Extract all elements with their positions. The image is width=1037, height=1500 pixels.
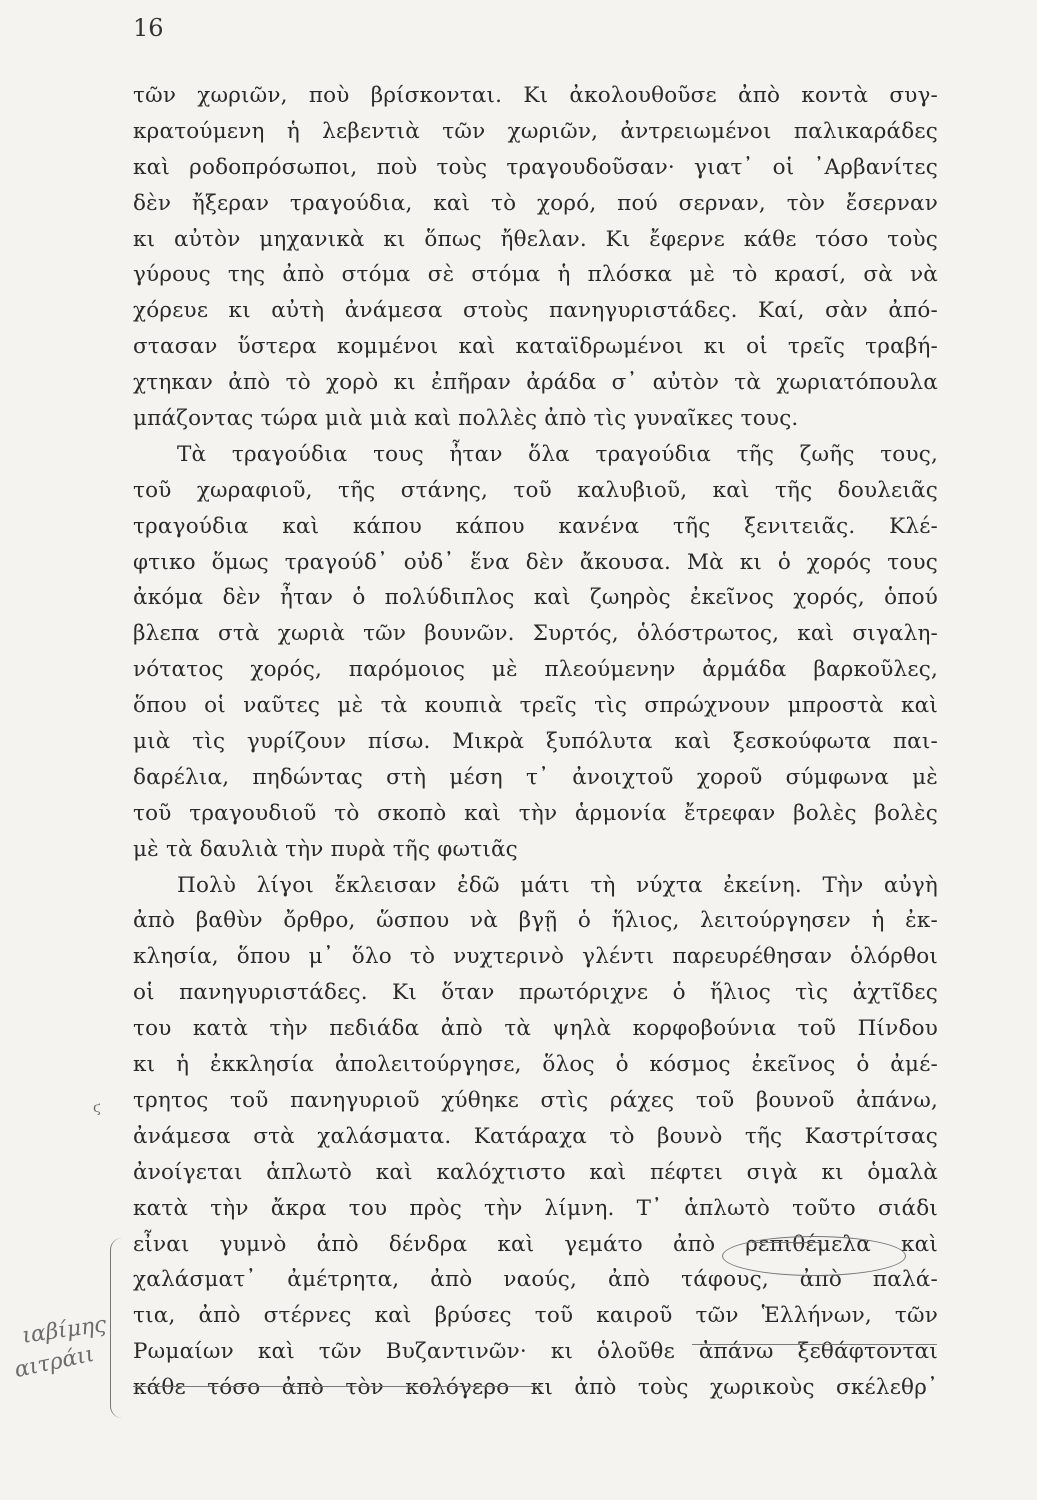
text-line: κρατούμενη ἡ λεβεντιὰ τῶν χωριῶν, ἀντρειωμένοι παλικαράδες	[133, 118, 938, 144]
text-line: χαλάσματ᾽ ἀμέτρητα, ἀπὸ ναούς, ἀπὸ τάφους, ἀπὸ παλά-	[133, 1267, 938, 1293]
text-line: μπάζοντας τώρα μιὰ μιὰ καὶ πολλὲς ἀπὸ τὶς γυναῖκες τους.	[133, 406, 799, 432]
text-line: χτηκαν ἀπὸ τὸ χορὸ κι ἐπῆραν ἀράδα σ᾽ αὐτὸν τὰ χωριατόπουλα	[133, 370, 938, 396]
text-line: ἀνοίγεται ἁπλωτὸ καὶ καλόχτιστο καὶ πέφτει σιγὰ κι ὁμαλὰ	[133, 1159, 938, 1185]
text-line: κλησία, ὅπου μ᾽ ὅλο τὸ νυχτερινὸ γλέντι παρευρέθησαν ὁλόρθοι	[133, 944, 938, 970]
margin-note-line: ιαβίμης	[20, 1312, 108, 1349]
pencil-underline	[133, 1386, 543, 1387]
text-line: του κατὰ τὴν πεδιάδα ἀπὸ τὰ ψηλὰ κορφοβούνια τοῦ Πίνδου	[133, 1016, 938, 1042]
text-line: τραγούδια καὶ κάπου κάπου κανένα τῆς ξενιτειᾶς. Κλέ-	[133, 513, 938, 539]
text-line: νότατος χορός, παρόμοιος μὲ πλεούμενην ἀρμάδα βαρκοῦλες,	[133, 657, 938, 683]
text-line: γύρους της ἀπὸ στόμα σὲ στόμα ἡ πλόσκα μὲ τὸ κρασί, σὰ νὰ	[133, 262, 938, 288]
text-line: καὶ ροδοπρόσωποι, ποὺ τοὺς τραγουδοῦσαν· γιατ᾽ οἱ ᾽Αρβανίτες	[133, 154, 938, 180]
margin-mark: ϛ	[93, 1100, 101, 1116]
text-line: ὅπου οἱ ναῦτες μὲ τὰ κουπιὰ τρεῖς τὶς σπρώχνουν μπροστὰ καὶ	[133, 693, 938, 719]
margin-note-line: αιτράιι	[12, 1341, 97, 1384]
text-line: εἶναι γυμνὸ ἀπὸ δένδρα καὶ γεμάτο ἀπὸ ρεπιθέμελα καὶ	[133, 1231, 938, 1257]
text-line: κι ἡ ἐκκλησία ἀπολειτούργησε, ὅλος ὁ κόσμος ἐκεῖνος ὁ ἀμέ-	[133, 1052, 938, 1078]
text-line: ἀπὸ βαθὺν ὄρθρο, ὥσπου νὰ βγῇ ὁ ἥλιος, λειτούργησεν ἡ ἐκ-	[133, 908, 938, 934]
text-line: φτικο ὅμως τραγούδ᾽ οὐδ᾽ ἕνα δὲν ἄκουσα. Μὰ κι ὁ χορός τους	[133, 549, 938, 575]
text-line: Ρωμαίων καὶ τῶν Βυζαντινῶν· κι ὁλοῦθε ἀπάνω ξεθάφτονται	[133, 1339, 938, 1365]
text-line: χόρευε κι αὐτὴ ἀνάμεσα στοὺς πανηγυριστάδες. Καί, σὰν ἀπό-	[133, 298, 938, 324]
text-line: κατὰ τὴν ἄκρα του πρὸς τὴν λίμνη. Τ᾽ ἁπλωτὸ τοῦτο σιάδι	[133, 1195, 938, 1221]
text-line: κάθε τόσο ἀπὸ τὸν κολόγερο κι ἀπὸ τοὺς χωρικοὺς σκέλεθρ᾽	[133, 1375, 938, 1401]
text-line: τρητος τοῦ πανηγυριοῦ χύθηκε στὶς ράχες τοῦ βουνοῦ ἀπάνω,	[133, 1087, 938, 1113]
text-line: βλεπα στὰ χωριὰ τῶν βουνῶν. Συρτός, ὁλόστρωτος, καὶ σιγαλη-	[133, 621, 938, 647]
text-line: μὲ τὰ δαυλιὰ τὴν πυρὰ τῆς φωτιᾶς	[133, 836, 518, 862]
handwritten-margin-note	[12, 1312, 124, 1388]
text-line: στασαν ὕστερα κομμένοι καὶ καταϊδρωμένοι κι οἱ τρεῖς τραβή-	[133, 334, 938, 360]
text-line: κι αὐτὸν μηχανικὰ κι ὅπως ἤθελαν. Κι ἔφερνε κάθε τόσο τοὺς	[133, 226, 938, 252]
text-line: δαρέλια, πηδώντας στὴ μέση τ᾽ ἀνοιχτοῦ χοροῦ σύμφωνα μὲ	[133, 764, 938, 790]
text-line: τοῦ τραγουδιοῦ τὸ σκοπὸ καὶ τὴν ἁρμονία ἔτρεφαν βολὲς βολὲς	[133, 800, 938, 826]
text-line: τια, ἀπὸ στέρνες καὶ βρύσες τοῦ καιροῦ τῶν Ἑλλήνων, τῶν	[133, 1303, 938, 1329]
pencil-underline	[752, 1242, 822, 1243]
text-line: τῶν χωριῶν, ποὺ βρίσκονται. Κι ἀκολουθοῦσε ἀπὸ κοντὰ συγ-	[133, 83, 938, 108]
text-line: ἀκόμα δὲν ἦταν ὁ πολύδιπλος καὶ ζωηρὸς ἐκεῖνος χορός, ὁπού	[133, 585, 938, 611]
pencil-underline	[692, 1344, 937, 1345]
text-line: ἀνάμεσα στὰ χαλάσματα. Κατάραχα τὸ βουνὸ τῆς Καστρίτσας	[133, 1123, 938, 1149]
page-number: 16	[133, 14, 164, 42]
text-line: Πολὺ λίγοι ἔκλεισαν ἐδῶ μάτι τὴ νύχτα ἐκείνη. Τὴν αὐγὴ	[177, 872, 938, 898]
text-line: δὲν ἤξεραν τραγούδια, καὶ τὸ χορό, πού σερναν, τὸν ἔσερναν	[133, 190, 938, 216]
text-line: μιὰ τὶς γυρίζουν πίσω. Μικρὰ ξυπόλυτα καὶ ξεσκούφωτα παι-	[133, 729, 938, 755]
text-line: τοῦ χωραφιοῦ, τῆς στάνης, τοῦ καλυβιοῦ, καὶ τῆς δουλειᾶς	[133, 477, 938, 503]
text-line: οἱ πανηγυριστάδες. Κι ὅταν πρωτόριχνε ὁ ἥλιος τὶς ἀχτῖδες	[133, 980, 938, 1006]
text-body	[133, 78, 938, 1406]
text-line: Τὰ τραγούδια τους ἦταν ὅλα τραγούδια τῆς ζωῆς τους,	[177, 441, 938, 467]
